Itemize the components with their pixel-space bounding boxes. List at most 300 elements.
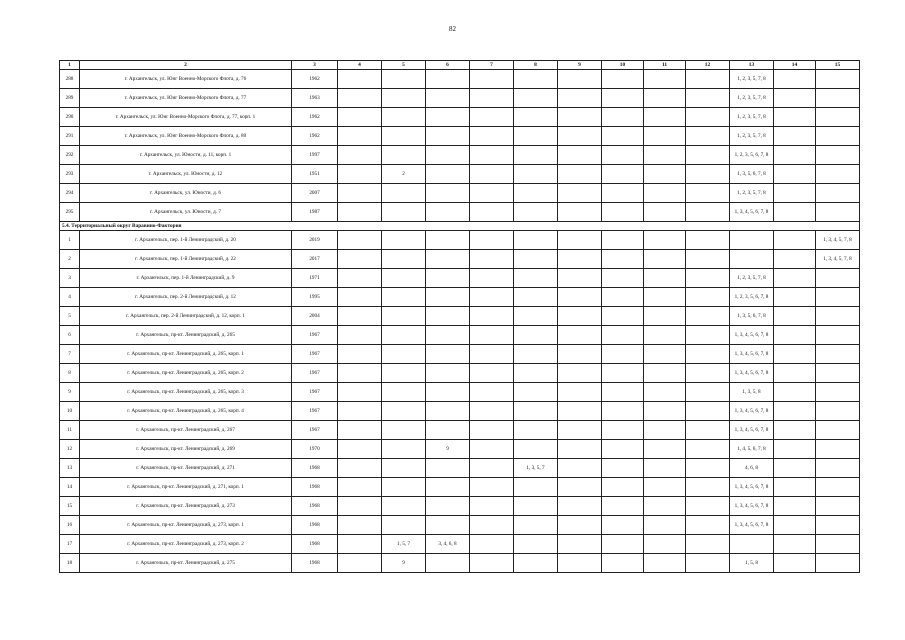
row-number-cell: 290 (60, 108, 80, 127)
value-cell-8 (514, 146, 558, 165)
value-cell-9 (558, 203, 602, 222)
table-row (60, 421, 860, 440)
value-cell-6 (426, 364, 470, 383)
value-cell-7 (470, 184, 514, 203)
value-cell-6 (426, 421, 470, 440)
value-cell-12 (686, 288, 730, 307)
value-cell-13: 4, 6, 8 (730, 459, 774, 478)
value-cell-11 (644, 364, 686, 383)
value-cell-7 (470, 70, 514, 89)
value-cell-5 (382, 146, 426, 165)
value-cell-12 (686, 345, 730, 364)
value-cell-15 (816, 127, 860, 146)
value-cell-7 (470, 535, 514, 554)
row-number-cell: 18 (60, 554, 80, 573)
value-cell-10 (602, 127, 644, 146)
value-cell-9 (558, 345, 602, 364)
value-cell-4 (338, 108, 382, 127)
value-cell-5 (382, 89, 426, 108)
value-cell-12 (686, 165, 730, 184)
year-cell: 1968 (292, 535, 338, 554)
address-cell: г. Архангельск, ул. Юнг Военно-Морского Флота, д. 76 (80, 70, 292, 89)
value-cell-15 (816, 326, 860, 345)
value-cell-8 (514, 364, 558, 383)
value-cell-9 (558, 364, 602, 383)
rows-section-a (60, 70, 860, 222)
row-number-cell: 293 (60, 165, 80, 184)
value-cell-5 (382, 250, 426, 269)
value-cell-11 (644, 127, 686, 146)
table-row (60, 108, 860, 127)
value-cell-12 (686, 269, 730, 288)
address-cell: г. Архангельск, пр-кт. Ленинградский, д. 273, корп. 1 (80, 516, 292, 535)
value-cell-6 (426, 231, 470, 250)
value-cell-8 (514, 497, 558, 516)
row-number-cell: 291 (60, 127, 80, 146)
address-cell: г. Архангельск, пр-кт. Ленинградский, д. 269 (80, 440, 292, 459)
year-cell: 2007 (292, 184, 338, 203)
value-cell-9 (558, 89, 602, 108)
row-number-cell: 5 (60, 307, 80, 326)
value-cell-10 (602, 554, 644, 573)
header-row (60, 61, 860, 70)
value-cell-12 (686, 108, 730, 127)
address-cell: г. Архангельск, пр-кт. Ленинградский, д. 271 (80, 459, 292, 478)
value-cell-4 (338, 146, 382, 165)
value-cell-5 (382, 203, 426, 222)
value-cell-8 (514, 383, 558, 402)
year-cell: 1970 (292, 440, 338, 459)
header-cell: 5 (382, 61, 426, 70)
value-cell-5 (382, 184, 426, 203)
value-cell-4 (338, 535, 382, 554)
value-cell-15 (816, 288, 860, 307)
value-cell-13: 1, 2, 3, 5, 7, 8 (730, 108, 774, 127)
value-cell-12 (686, 459, 730, 478)
table-row (60, 307, 860, 326)
value-cell-5 (382, 345, 426, 364)
table-row (60, 127, 860, 146)
value-cell-4 (338, 421, 382, 440)
row-number-cell: 7 (60, 345, 80, 364)
value-cell-9 (558, 269, 602, 288)
value-cell-8 (514, 554, 558, 573)
value-cell-6 (426, 459, 470, 478)
header-cell: 14 (774, 61, 816, 70)
value-cell-13: 1, 3, 4, 5, 6, 7, 8 (730, 345, 774, 364)
value-cell-14 (774, 516, 816, 535)
value-cell-4 (338, 459, 382, 478)
value-cell-12 (686, 146, 730, 165)
year-cell: 1995 (292, 288, 338, 307)
value-cell-11 (644, 307, 686, 326)
value-cell-12 (686, 554, 730, 573)
table-row (60, 250, 860, 269)
value-cell-15 (816, 345, 860, 364)
value-cell-14 (774, 554, 816, 573)
value-cell-4 (338, 203, 382, 222)
row-number-cell: 6 (60, 326, 80, 345)
value-cell-4 (338, 516, 382, 535)
value-cell-13: 1, 3, 4, 5, 6, 7, 8 (730, 364, 774, 383)
value-cell-14 (774, 383, 816, 402)
year-cell: 1967 (292, 402, 338, 421)
value-cell-14 (774, 231, 816, 250)
value-cell-5 (382, 108, 426, 127)
address-cell: г. Архангельск, ул. Юности, д. 12 (80, 165, 292, 184)
value-cell-6 (426, 402, 470, 421)
value-cell-4 (338, 127, 382, 146)
value-cell-4 (338, 269, 382, 288)
value-cell-15: 1, 3, 4, 5, 7, 8 (816, 231, 860, 250)
header-cell: 4 (338, 61, 382, 70)
value-cell-13 (730, 535, 774, 554)
value-cell-5: 2 (382, 165, 426, 184)
value-cell-7 (470, 459, 514, 478)
address-cell: г. Архангельск, пер. 1-й Ленинградский, д. 22 (80, 250, 292, 269)
value-cell-15: 1, 3, 4, 5, 7, 8 (816, 250, 860, 269)
year-cell: 1962 (292, 70, 338, 89)
value-cell-12 (686, 184, 730, 203)
value-cell-11 (644, 89, 686, 108)
value-cell-7 (470, 478, 514, 497)
value-cell-10 (602, 307, 644, 326)
value-cell-4 (338, 345, 382, 364)
value-cell-7 (470, 231, 514, 250)
value-cell-6 (426, 554, 470, 573)
value-cell-10 (602, 146, 644, 165)
row-number-cell: 9 (60, 383, 80, 402)
header-cell: 15 (816, 61, 860, 70)
value-cell-9 (558, 383, 602, 402)
value-cell-4 (338, 497, 382, 516)
value-cell-9 (558, 326, 602, 345)
value-cell-8 (514, 345, 558, 364)
value-cell-12 (686, 516, 730, 535)
value-cell-7 (470, 383, 514, 402)
address-cell: г. Архангельск, пер. 2-й Ленинградский, д. 12 (80, 288, 292, 307)
value-cell-10 (602, 288, 644, 307)
row-number-cell: 3 (60, 269, 80, 288)
value-cell-11 (644, 269, 686, 288)
value-cell-6 (426, 478, 470, 497)
value-cell-7 (470, 146, 514, 165)
address-cell: г. Архангельск, пр-кт. Ленинградский, д. 265, корп. 4 (80, 402, 292, 421)
table-row (60, 402, 860, 421)
value-cell-14 (774, 165, 816, 184)
value-cell-9 (558, 108, 602, 127)
year-cell: 1967 (292, 326, 338, 345)
table-row (60, 516, 860, 535)
row-number-cell: 15 (60, 497, 80, 516)
table-row (60, 231, 860, 250)
value-cell-9 (558, 459, 602, 478)
value-cell-13: 1, 3, 5, 6, 7, 8 (730, 165, 774, 184)
table-row (60, 345, 860, 364)
value-cell-10 (602, 402, 644, 421)
value-cell-13: 1, 2, 3, 5, 7, 8 (730, 269, 774, 288)
value-cell-11 (644, 231, 686, 250)
value-cell-12 (686, 326, 730, 345)
value-cell-15 (816, 203, 860, 222)
value-cell-11 (644, 421, 686, 440)
value-cell-5 (382, 459, 426, 478)
value-cell-7 (470, 288, 514, 307)
value-cell-7 (470, 269, 514, 288)
table-row (60, 89, 860, 108)
value-cell-5 (382, 383, 426, 402)
address-cell: г. Архангельск, пр-кт. Ленинградский, д. 265, корп. 2 (80, 364, 292, 383)
address-cell: г. Архангельск, пр-кт. Ленинградский, д. 273 (80, 497, 292, 516)
address-cell: г. Архангельск, ул. Юнг Военно-Морского Флота, д. 77, корп. 1 (80, 108, 292, 127)
year-cell: 1968 (292, 459, 338, 478)
value-cell-13: 1, 3, 4, 5, 6, 7, 8 (730, 478, 774, 497)
value-cell-15 (816, 269, 860, 288)
value-cell-4 (338, 326, 382, 345)
value-cell-11 (644, 108, 686, 127)
row-number-cell: 295 (60, 203, 80, 222)
value-cell-13: 1, 3, 4, 5, 6, 7, 8 (730, 421, 774, 440)
value-cell-11 (644, 326, 686, 345)
value-cell-13: 1, 3, 5, 8 (730, 383, 774, 402)
table-row (60, 364, 860, 383)
value-cell-14 (774, 402, 816, 421)
value-cell-4 (338, 184, 382, 203)
value-cell-15 (816, 478, 860, 497)
value-cell-8 (514, 269, 558, 288)
value-cell-10 (602, 421, 644, 440)
value-cell-15 (816, 307, 860, 326)
year-cell: 1967 (292, 364, 338, 383)
value-cell-13: 1, 4, 5, 6, 7, 8 (730, 440, 774, 459)
value-cell-8 (514, 516, 558, 535)
value-cell-9 (558, 165, 602, 184)
value-cell-9 (558, 231, 602, 250)
row-number-cell: 294 (60, 184, 80, 203)
value-cell-7 (470, 402, 514, 421)
header-cell: 9 (558, 61, 602, 70)
value-cell-10 (602, 269, 644, 288)
value-cell-8 (514, 231, 558, 250)
value-cell-5 (382, 70, 426, 89)
table-row (60, 165, 860, 184)
value-cell-8 (514, 108, 558, 127)
value-cell-11 (644, 345, 686, 364)
section-row (60, 222, 860, 231)
section-title: 5.4. Территориальный округ Варавино-Фактория (60, 222, 860, 231)
value-cell-12 (686, 478, 730, 497)
table-row (60, 326, 860, 345)
table-row (60, 535, 860, 554)
value-cell-14 (774, 440, 816, 459)
value-cell-11 (644, 203, 686, 222)
address-cell: г. Архангельск, ул. Юнг Военно-Морского Флота, д. 80 (80, 127, 292, 146)
value-cell-15 (816, 535, 860, 554)
value-cell-15 (816, 364, 860, 383)
value-cell-13: 1, 2, 3, 5, 7, 8 (730, 127, 774, 146)
value-cell-7 (470, 421, 514, 440)
value-cell-12 (686, 127, 730, 146)
value-cell-6 (426, 146, 470, 165)
value-cell-12 (686, 231, 730, 250)
value-cell-15 (816, 554, 860, 573)
address-cell: г. Архангельск, ул. Юнг Военно-Морского Флота, д. 77 (80, 89, 292, 108)
year-cell: 2017 (292, 250, 338, 269)
address-cell: г. Архангельск, пр-кт. Ленинградский, д. 275 (80, 554, 292, 573)
value-cell-8 (514, 250, 558, 269)
value-cell-6 (426, 345, 470, 364)
year-cell: 1987 (292, 203, 338, 222)
address-cell: г. Архангельск, пр-кт. Ленинградский, д. 265, корп. 1 (80, 345, 292, 364)
value-cell-4 (338, 402, 382, 421)
value-cell-13: 1, 2, 3, 5, 6, 7, 8 (730, 146, 774, 165)
value-cell-15 (816, 165, 860, 184)
value-cell-8 (514, 184, 558, 203)
value-cell-7 (470, 554, 514, 573)
value-cell-15 (816, 184, 860, 203)
value-cell-6 (426, 70, 470, 89)
value-cell-6 (426, 89, 470, 108)
value-cell-14 (774, 364, 816, 383)
value-cell-7 (470, 516, 514, 535)
row-number-cell: 12 (60, 440, 80, 459)
value-cell-11 (644, 440, 686, 459)
value-cell-10 (602, 516, 644, 535)
value-cell-8 (514, 307, 558, 326)
value-cell-7 (470, 108, 514, 127)
value-cell-11 (644, 165, 686, 184)
value-cell-10 (602, 326, 644, 345)
value-cell-11 (644, 516, 686, 535)
value-cell-12 (686, 307, 730, 326)
address-cell: г. Архангельск, пр-кт. Ленинградский, д. 273, корп. 2 (80, 535, 292, 554)
value-cell-13 (730, 231, 774, 250)
value-cell-11 (644, 402, 686, 421)
value-cell-10 (602, 165, 644, 184)
row-number-cell: 289 (60, 89, 80, 108)
year-cell: 1967 (292, 421, 338, 440)
table-row (60, 269, 860, 288)
value-cell-14 (774, 250, 816, 269)
value-cell-15 (816, 516, 860, 535)
value-cell-9 (558, 146, 602, 165)
table-row (60, 288, 860, 307)
value-cell-4 (338, 554, 382, 573)
value-cell-13: 1, 2, 3, 5, 6, 7, 8 (730, 288, 774, 307)
value-cell-6 (426, 108, 470, 127)
value-cell-9 (558, 288, 602, 307)
value-cell-10 (602, 250, 644, 269)
value-cell-6 (426, 250, 470, 269)
value-cell-15 (816, 89, 860, 108)
value-cell-12 (686, 497, 730, 516)
value-cell-5: 9 (382, 554, 426, 573)
year-cell: 1968 (292, 554, 338, 573)
value-cell-4 (338, 307, 382, 326)
housing-table (59, 60, 860, 573)
value-cell-15 (816, 108, 860, 127)
table-row (60, 440, 860, 459)
value-cell-12 (686, 440, 730, 459)
value-cell-10 (602, 184, 644, 203)
value-cell-15 (816, 70, 860, 89)
row-number-cell: 17 (60, 535, 80, 554)
value-cell-11 (644, 383, 686, 402)
value-cell-13: 1, 5, 8 (730, 554, 774, 573)
value-cell-13: 1, 3, 5, 6, 7, 8 (730, 307, 774, 326)
value-cell-13: 1, 3, 4, 5, 6, 7, 8 (730, 402, 774, 421)
value-cell-13: 1, 3, 4, 5, 6, 7, 8 (730, 497, 774, 516)
value-cell-8: 1, 3, 5, 7 (514, 459, 558, 478)
value-cell-7 (470, 307, 514, 326)
value-cell-14 (774, 127, 816, 146)
value-cell-14 (774, 89, 816, 108)
value-cell-7 (470, 345, 514, 364)
value-cell-11 (644, 70, 686, 89)
value-cell-11 (644, 184, 686, 203)
value-cell-15 (816, 459, 860, 478)
value-cell-10 (602, 345, 644, 364)
address-cell: г. Архангельск, ул. Юности, д. 6 (80, 184, 292, 203)
value-cell-8 (514, 203, 558, 222)
year-cell: 1962 (292, 108, 338, 127)
value-cell-11 (644, 288, 686, 307)
value-cell-13: 1, 2, 3, 5, 7, 8 (730, 89, 774, 108)
value-cell-12 (686, 364, 730, 383)
value-cell-5 (382, 478, 426, 497)
value-cell-4 (338, 70, 382, 89)
value-cell-15 (816, 421, 860, 440)
value-cell-10 (602, 70, 644, 89)
value-cell-6 (426, 165, 470, 184)
value-cell-10 (602, 459, 644, 478)
value-cell-7 (470, 326, 514, 345)
value-cell-15 (816, 402, 860, 421)
value-cell-4 (338, 440, 382, 459)
row-number-cell: 2 (60, 250, 80, 269)
table-row (60, 497, 860, 516)
value-cell-15 (816, 497, 860, 516)
row-number-cell: 11 (60, 421, 80, 440)
row-number-cell: 13 (60, 459, 80, 478)
value-cell-5 (382, 269, 426, 288)
value-cell-4 (338, 288, 382, 307)
value-cell-7 (470, 127, 514, 146)
year-cell: 2004 (292, 307, 338, 326)
value-cell-7 (470, 250, 514, 269)
value-cell-9 (558, 440, 602, 459)
address-cell: г. Архангельск, пр-кт. Ленинградский, д. 265, корп. 3 (80, 383, 292, 402)
value-cell-5 (382, 127, 426, 146)
value-cell-6 (426, 516, 470, 535)
value-cell-11 (644, 535, 686, 554)
year-cell: 1963 (292, 89, 338, 108)
value-cell-10 (602, 89, 644, 108)
value-cell-12 (686, 89, 730, 108)
header-cell: 2 (80, 61, 292, 70)
address-cell: г. Архангельск, пер. 1-й Ленинградский, д. 9 (80, 269, 292, 288)
table-row (60, 478, 860, 497)
address-cell: г. Архангельск, пр-кт. Ленинградский, д. 271, корп. 1 (80, 478, 292, 497)
value-cell-14 (774, 535, 816, 554)
value-cell-6 (426, 383, 470, 402)
value-cell-4 (338, 383, 382, 402)
row-number-cell: 14 (60, 478, 80, 497)
row-number-cell: 292 (60, 146, 80, 165)
value-cell-9 (558, 478, 602, 497)
value-cell-9 (558, 535, 602, 554)
address-cell: г. Архангельск, пер. 1-й Ленинградский, д. 20 (80, 231, 292, 250)
